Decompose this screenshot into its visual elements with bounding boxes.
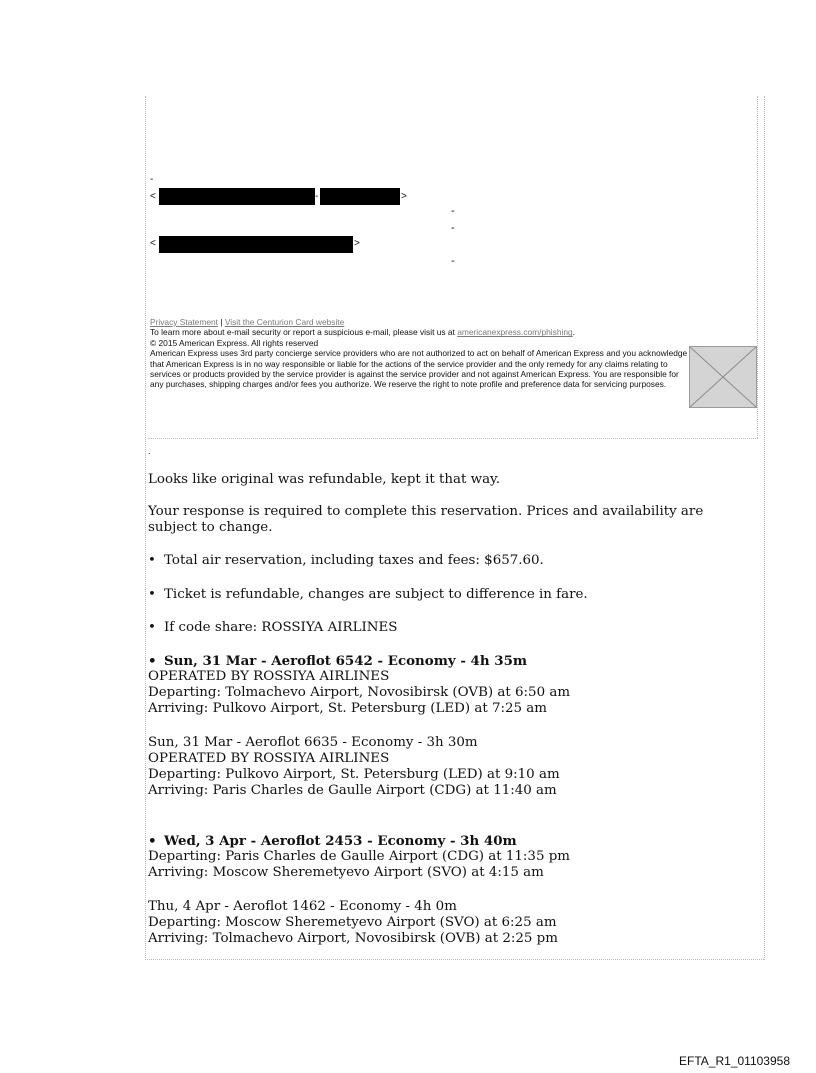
flight-arriving: Arriving: Pulkovo Airport, St. Petersburg (LED) at 7:25 am — [148, 701, 547, 716]
privacy-statement-link[interactable]: Privacy Statement — [150, 317, 218, 327]
flight-heading: Sun, 31 Mar - Aeroflot 6542 - Economy - 4h 35m — [164, 653, 528, 669]
hyphen-mark: - — [315, 191, 319, 202]
centurion-card-link[interactable]: Visit the Centurion Card website — [224, 317, 345, 327]
flight-segment — [148, 735, 748, 799]
total-text: Total air reservation, including taxes and fees: $657.60. — [164, 553, 544, 568]
redaction-box — [159, 236, 353, 253]
flight-arriving: Arriving: Tolmachevo Airport, Novosibirsk (OVB) at 2:25 pm — [148, 931, 558, 946]
document-id: EFTA_R1_01103958 — [679, 1054, 790, 1068]
flight-departing: Departing: Paris Charles de Gaulle Airport (CDG) at 11:35 pm — [148, 849, 570, 864]
refundable-note: Looks like original was refundable, kept it that way. — [148, 472, 501, 487]
flight-operator: OPERATED BY ROSSIYA AIRLINES — [148, 669, 390, 684]
angle-open: < — [150, 238, 156, 249]
redaction-box — [320, 188, 400, 205]
flight-heading: Thu, 4 Apr - Aeroflot 1462 - Economy - 4h 0m — [148, 899, 457, 914]
inner-frame-right — [757, 96, 758, 438]
flight-segment — [148, 899, 748, 947]
dash-mark: - — [451, 205, 455, 217]
flight-segment — [148, 653, 748, 717]
copyright: © 2015 American Express. All rights reserved — [150, 337, 319, 348]
dash-mark: - — [451, 222, 455, 234]
bullet: • — [148, 587, 156, 602]
total-item — [148, 553, 748, 569]
code-share-item — [148, 620, 748, 636]
ticket-text: Ticket is refundable, changes are subject to difference in fare. — [164, 587, 588, 602]
bullet: • — [148, 653, 157, 669]
flight-departing: Departing: Moscow Sheremetyevo Airport (SVO) at 6:25 am — [148, 915, 557, 930]
angle-open: < — [150, 191, 156, 202]
dash-mark: - — [451, 255, 455, 267]
bullet: • — [148, 620, 156, 635]
dot-marker: . — [148, 446, 151, 456]
flight-arriving: Arriving: Paris Charles de Gaulle Airport (CDG) at 11:40 am — [148, 783, 557, 798]
security-text: To learn more about e-mail security or report a suspicious e-mail, please visit us at — [150, 327, 455, 338]
angle-close: > — [354, 238, 360, 249]
flight-segment — [148, 833, 748, 881]
ticket-item — [148, 587, 748, 603]
flight-arriving: Arriving: Moscow Sheremetyevo Airport (SVO) at 4:15 am — [148, 865, 544, 880]
dash-mark: - — [150, 174, 154, 185]
bullet: • — [148, 833, 157, 849]
flight-departing: Departing: Pulkovo Airport, St. Petersburg (LED) at 9:10 am — [148, 767, 560, 782]
code-share-text: If code share: ROSSIYA AIRLINES — [164, 620, 398, 635]
email-frame-bottom — [145, 959, 764, 960]
disclaimer: American Express uses 3rd party concierge service providers who are not authorized to act on behalf of American Express and you acknowledge that American Express is in no way responsible or liable for the actions of the service provider and the only remedy for any claims relating to services or products provided by the service provider is against the service provider and not against American Express. You are responsible for any purchases, shipping charges and/or fees you authorize. We reserve the right to note profile and preference data for servicing purposes. — [150, 348, 688, 390]
inner-frame-bottom — [148, 438, 758, 439]
link-separator: | — [220, 317, 223, 327]
amex-footer: Privacy Statement | Visit the Centurion Card website To learn more about e-mail security or report a suspicious e-mail, please visit us at americanexpress.com/phishing. © 2015 American Express. All rights reserved American Express uses 3rd party concierge service providers who are not authorized to act on behalf of American Express and you acknowledge that American Express is in no way responsible or liable for the actions of the service provider and the only remedy for any claims relating to services or products provided by the service provider is against the service provider and not against American Express. You are responsible for any purchases, shipping charges and/or fees you authorize. We reserve the right to note profile and preference data for servicing purposes. — [150, 317, 690, 390]
bullet: • — [148, 553, 156, 568]
broken-image-icon — [689, 346, 757, 408]
flight-operator: OPERATED BY ROSSIYA AIRLINES — [148, 751, 390, 766]
flight-heading: Wed, 3 Apr - Aeroflot 2453 - Economy - 3h 40m — [164, 833, 517, 849]
flight-heading: Sun, 31 Mar - Aeroflot 6635 - Economy - 3h 30m — [148, 735, 478, 750]
redaction-box — [159, 188, 315, 205]
response-required: Your response is required to complete this reservation. Prices and availability are subject to change. — [148, 504, 704, 535]
phishing-link[interactable]: americanexpress.com/phishing — [457, 327, 573, 338]
flight-departing: Departing: Tolmachevo Airport, Novosibirsk (OVB) at 6:50 am — [148, 685, 571, 700]
angle-close: > — [401, 191, 407, 202]
